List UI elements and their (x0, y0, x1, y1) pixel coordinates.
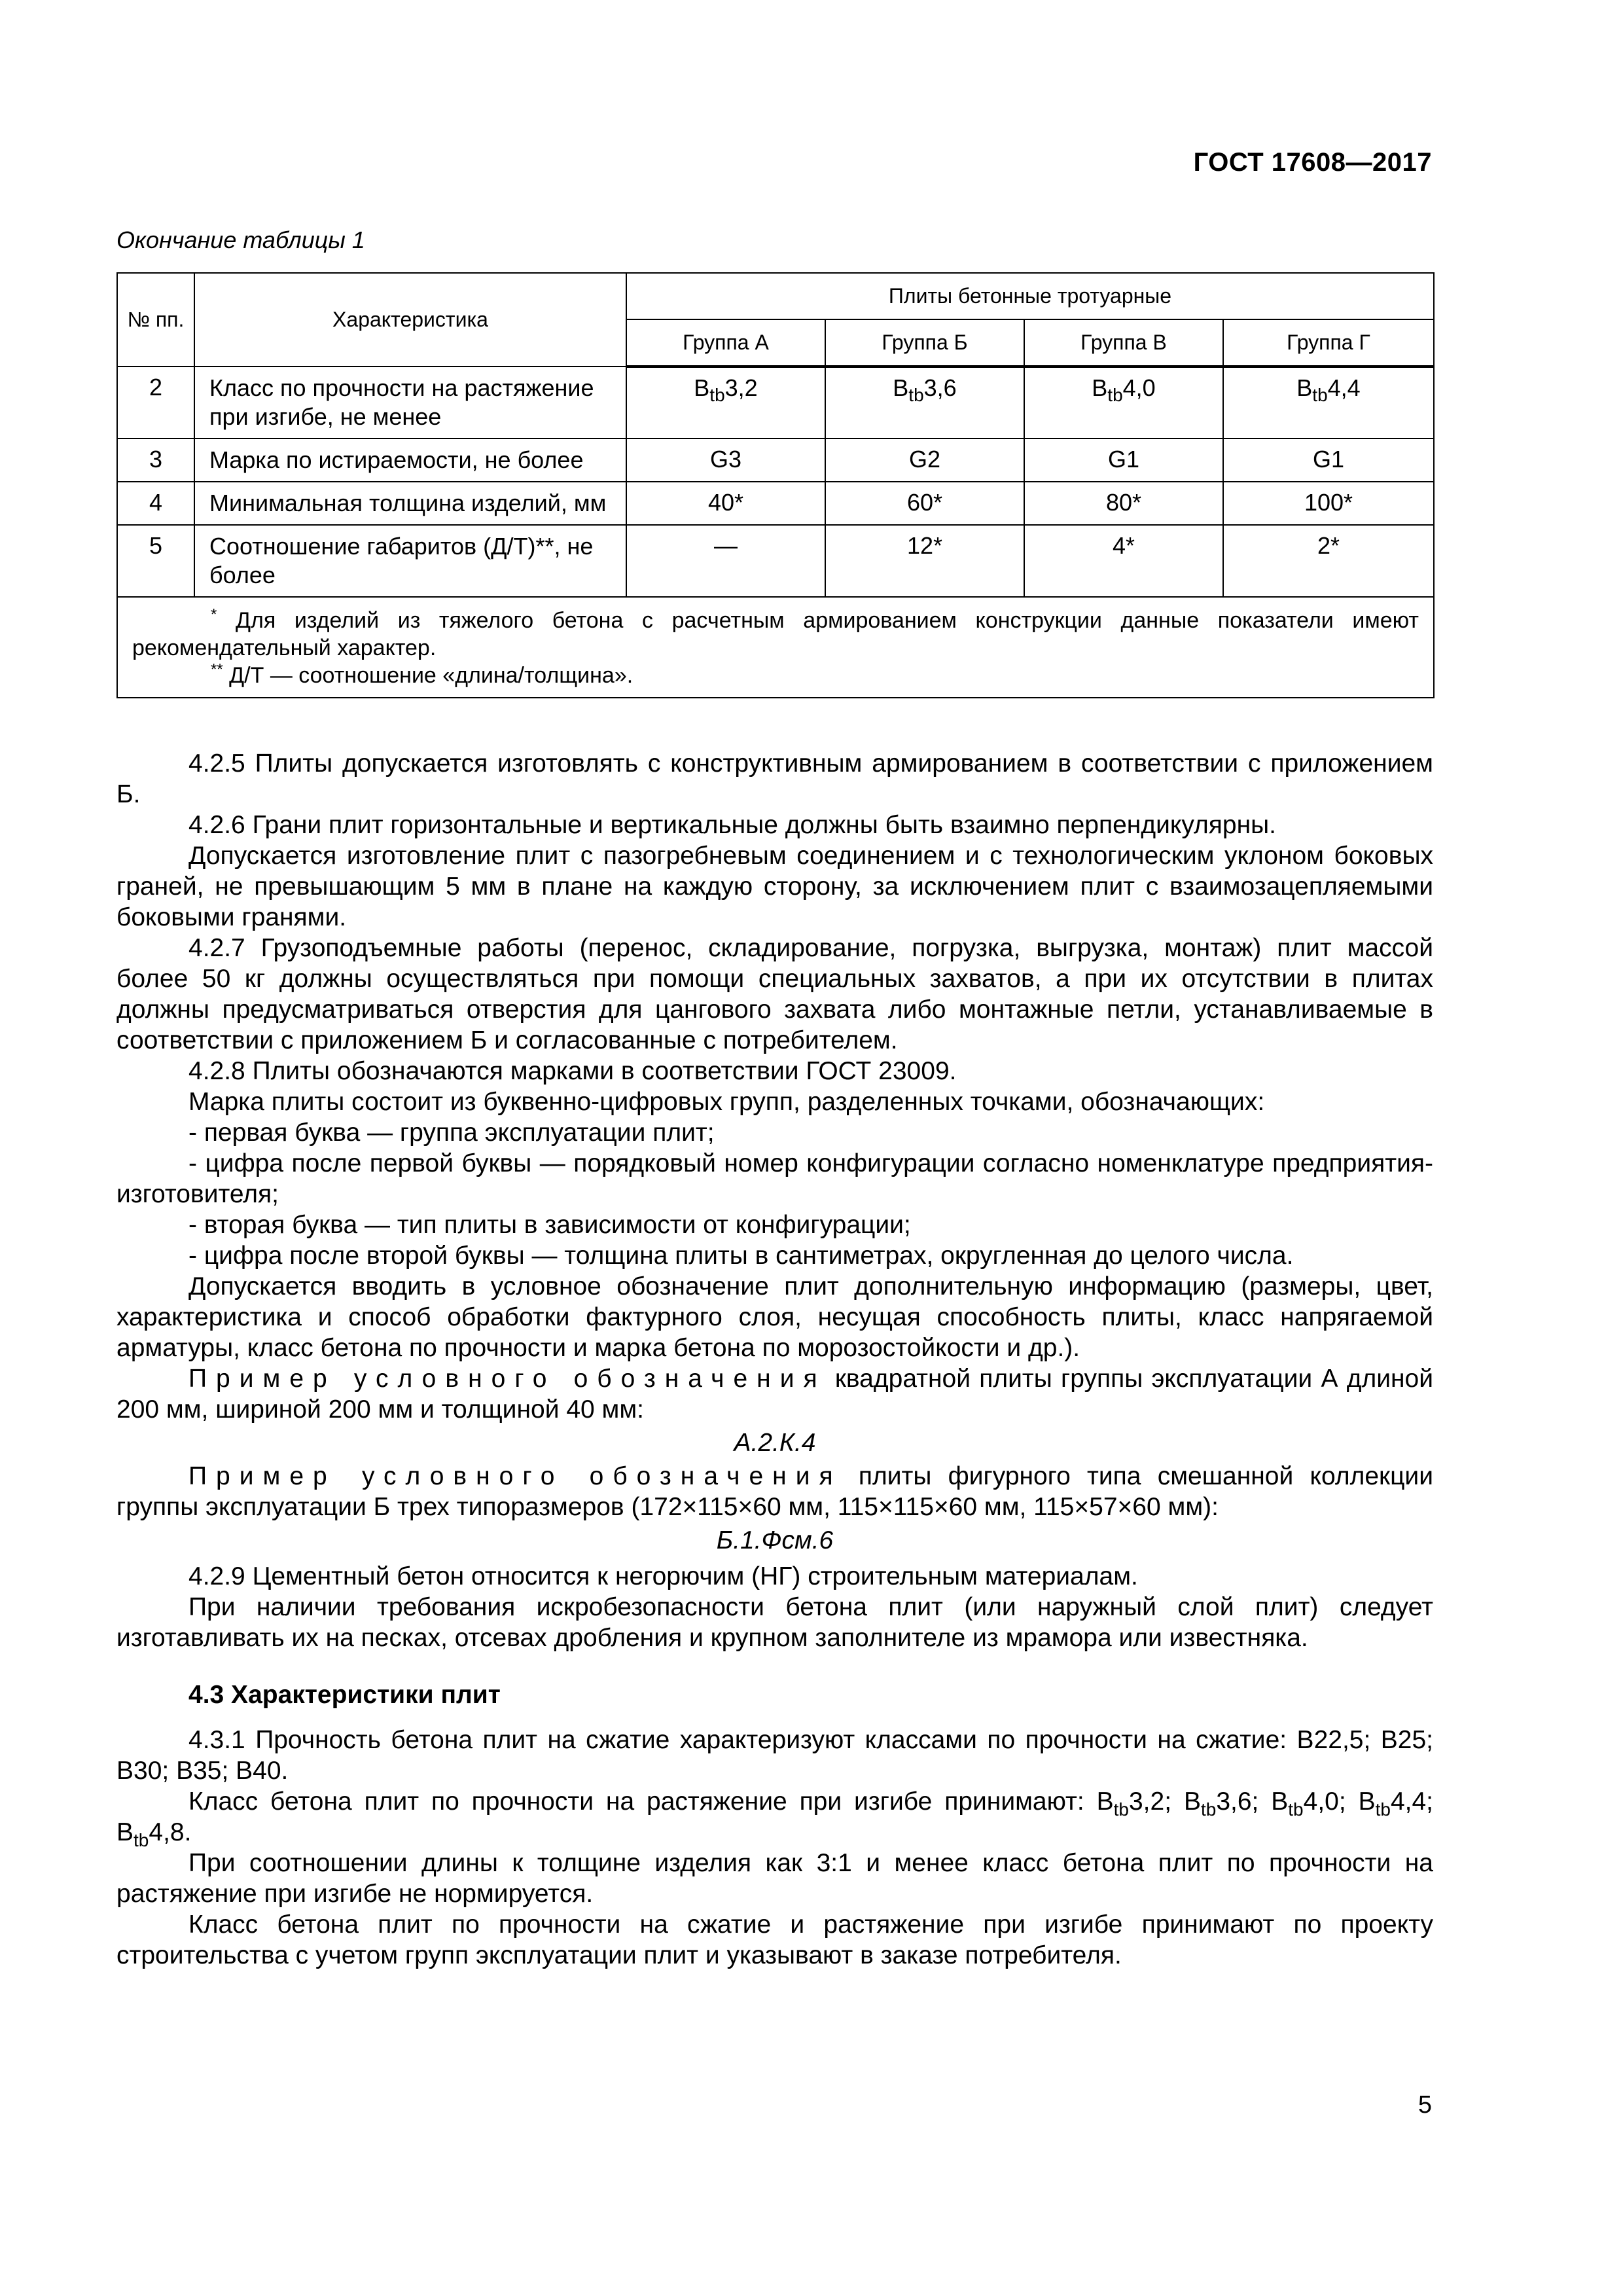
row-value: 60* (825, 482, 1024, 525)
table-row (117, 367, 1434, 439)
table-note: * Для изделий из тяжелого бетона с расчетным армированием конструкции данные показатели имеют рекомендательный характер. (132, 605, 1419, 660)
row-value: 4* (1024, 525, 1223, 597)
paragraph: 4.2.9 Цементный бетон относится к негорючим (НГ) строительным материалам. (188, 1562, 1138, 1590)
col-char-header: Характеристика (194, 273, 626, 367)
paragraph: 4.2.7 Грузоподъемные работы (перенос, складирование, погрузка, выгрузка, монтаж) плит массой более 50 кг должны осуществляться при помощи специальных захватов, а при их отсутствии в плитах должны предусматриваться отверстия для цангового захвата либо монтажные петли, устанавливаемые в соответствии с приложением Б и согласованные с потребителем. (116, 934, 1433, 1054)
list-item: - цифра после второй буквы — толщина плиты в сантиметрах, округленная до целого числа. (188, 1242, 1294, 1270)
row-num: 3 (117, 439, 194, 482)
row-value: 2* (1223, 525, 1434, 597)
paragraph: Класс бетона плит по прочности на растяжение при изгибе принимают: $B_{tb}3,2$; $B_{tb}3,6$; $B_{tb}4,0$; $B_{tb}4,4$; $B_{tb}4,8$. (116, 1787, 1434, 1850)
paragraph: При наличии требования искробезопасности бетона плит (или наружный слой плит) следует изготавливать их на песках, отсевах дробления и крупном заполнителе из мрамора или известняка. (116, 1593, 1433, 1652)
paragraph: 4.2.5 Плиты допускается изготовлять с конструктивным армированием в соответствии с приложением Б. (116, 749, 1433, 808)
example-paragraph: Пример условного обозначения плиты фигурного типа смешанной коллекции группы эксплуатации Б трех типоразмеров (172×115×60 мм, 115×115×60 мм, 115×57×60 мм): (116, 1462, 1434, 1521)
col-num-header: № пп. (117, 273, 194, 367)
list-item: - первая буква — группа эксплуатации плит; (188, 1119, 715, 1147)
paragraph: Марка плиты состоит из буквенно-цифровых групп, разделенных точками, обозначающих: (188, 1088, 1265, 1116)
row-value: 80* (1024, 482, 1223, 525)
table-caption: Окончание таблицы 1 (116, 226, 365, 253)
row-value: — (626, 525, 825, 597)
doc-code: ГОСТ 17608—2017 (1193, 148, 1432, 177)
table-notes-row (117, 597, 1434, 698)
paragraph: 4.2.6 Грани плит горизонтальные и вертикальные должны быть взаимно перпендикулярны. (188, 811, 1276, 839)
page-number: 5 (1418, 2091, 1432, 2119)
row-num: 2 (117, 367, 194, 439)
row-value: $B_{tb}4,0$ (1024, 367, 1223, 439)
table-notes (117, 597, 1434, 698)
spec-table (116, 272, 1435, 698)
paragraph: Класс бетона плит по прочности на сжатие и растяжение при изгибе принимают по проекту строительства с учетом групп эксплуатации плит и указывают в заказе потребителя. (116, 1910, 1433, 1969)
group-v-header: Группа В (1024, 319, 1223, 367)
paragraph: 4.2.8 Плиты обозначаются марками в соответствии ГОСТ 23009. (188, 1057, 957, 1085)
paragraph: Допускается вводить в условное обозначение плит дополнительную информацию (размеры, цвет, характеристика и способ обработки фактурного слоя, несущая способность плиты, класс напрягаемой арматуры, класс бетона по прочности и марка бетона по морозостойкости и др.). (116, 1272, 1433, 1362)
example-code: Б.1.Фсм.6 (716, 1526, 834, 1554)
group-g-header: Группа Г (1223, 319, 1434, 367)
paragraph: Допускается изготовление плит с пазогребневым соединением и с технологическим уклоном боковых граней, не превышающим 5 мм в плане на каждую сторону, за исключением плит с взаимозацепляемыми боковыми гранями. (116, 842, 1433, 931)
body-text (116, 748, 1433, 1971)
table-row (117, 439, 1434, 482)
row-num: 5 (117, 525, 194, 597)
example-paragraph: Пример условного обозначения квадратной плиты группы эксплуатации А длиной 200 мм, шириной 200 мм и толщиной 40 мм: (116, 1365, 1434, 1424)
row-char: Соотношение габаритов (Д/Т)**, не более (194, 525, 626, 597)
row-value: 100* (1223, 482, 1434, 525)
group-header: Плиты бетонные тротуарные (626, 273, 1434, 319)
row-value: 12* (825, 525, 1024, 597)
table-row (117, 525, 1434, 597)
row-value: G1 (1223, 439, 1434, 482)
row-value: $B_{tb}4,4$ (1223, 367, 1434, 439)
row-char: Класс по прочности на растяжение при изгибе, не менее (194, 367, 626, 439)
row-num: 4 (117, 482, 194, 525)
row-value: 40* (626, 482, 825, 525)
table-note: ** Д/Т — соотношение «длина/толщина». (211, 660, 633, 688)
row-value: G1 (1024, 439, 1223, 482)
group-b-header: Группа Б (825, 319, 1024, 367)
row-char: Минимальная толщина изделий, мм (194, 482, 626, 525)
row-value: $B_{tb}3,2$ (626, 367, 825, 439)
row-char: Марка по истираемости, не более (194, 439, 626, 482)
list-item: - цифра после первой буквы — порядковый номер конфигурации согласно номенклатуре предприятия-изготовителя; (116, 1149, 1433, 1208)
group-a-header: Группа А (626, 319, 825, 367)
section-heading: 4.3 Характеристики плит (188, 1681, 501, 1709)
list-item: - вторая буква — тип плиты в зависимости от конфигурации; (188, 1211, 911, 1239)
table-row (117, 482, 1434, 525)
paragraph: 4.3.1 Прочность бетона плит на сжатие характеризуют классами по прочности на сжатие: В22,5; В25; В30; В35; В40. (116, 1726, 1433, 1785)
example-code: А.2.К.4 (734, 1429, 816, 1457)
row-value: G2 (825, 439, 1024, 482)
row-value: $B_{tb}3,6$ (825, 367, 1024, 439)
paragraph: При соотношении длины к толщине изделия как 3:1 и менее класс бетона плит по прочности на растяжение при изгибе не нормируется. (116, 1849, 1433, 1908)
row-value: G3 (626, 439, 825, 482)
